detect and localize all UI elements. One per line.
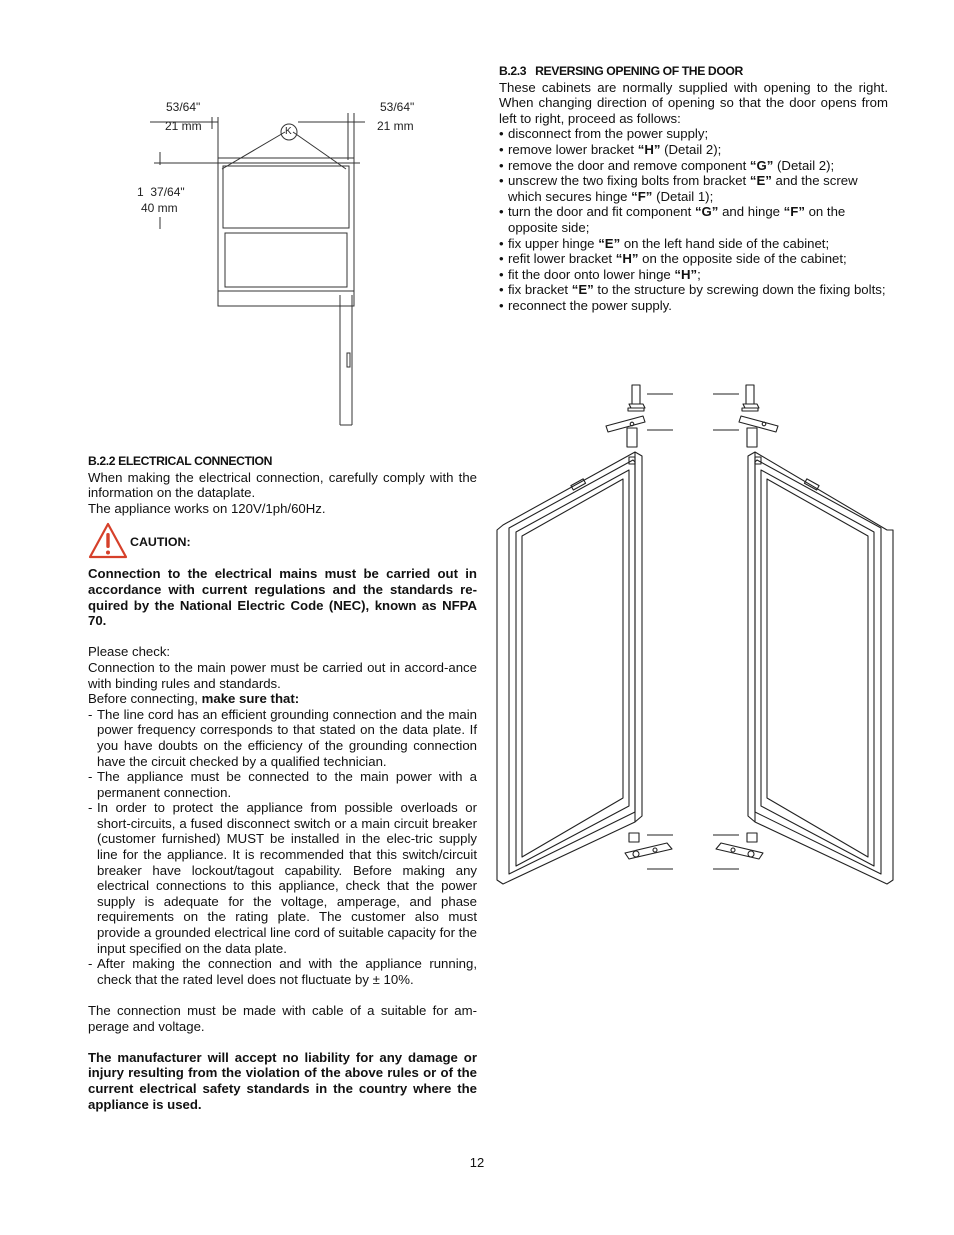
dim-right-mm: 21 mm (377, 119, 414, 133)
dim-left-mm: 21 mm (165, 119, 202, 133)
cabinet-dimension-figure (150, 95, 370, 430)
intro-paragraph: These cabinets are normally supplied with opening to the right. When changing direction of opening so that the door opens from left to right, proceed as follows: (499, 79, 888, 126)
step-item: • turn the door and fit component “G” and hinge “F” on the opposite side; (499, 204, 888, 235)
door-hinge-figure (495, 378, 895, 893)
step-item: • fix upper hinge “E” on the left hand side of the cabinet; (499, 236, 888, 252)
check-item: - After making the connection and with the appliance running, check that the rated level does not fluctuate by ± 10%. (88, 956, 477, 987)
caution-callout (88, 522, 477, 566)
step-item: • remove lower bracket “H” (Detail 2); (499, 142, 888, 158)
step-item: • remove the door and remove component “G” (Detail 2); (499, 158, 888, 174)
callout-k-label: K (285, 126, 292, 137)
warning-triangle-icon (88, 522, 128, 560)
section-reversing-door (499, 64, 888, 314)
section-electrical-connection (88, 454, 477, 1112)
step-item: • fix bracket “E” to the structure by screwing down the fixing bolts; (499, 282, 888, 298)
caution-label: CAUTION: (130, 535, 191, 550)
check-item: - The appliance must be connected to the main power with a permanent connection. (88, 769, 477, 800)
check-item: - In order to protect the appliance from possible overloads or short-circuits, a fused disconnect switch or a main circuit breaker (customer furnished) MUST be installed in the elec-tric supply line for the appliance. It is recommended that this switch/circuit breaker have lockout/tagout capability. Before making any electrical connections to this appliance, check that the power supply is adequate for the voltage, amperage, and phase requirements on the rating plate. The customer also must provide a grounded electrical line cord of suitable capacity for the input specified on the data plate. (88, 800, 477, 956)
before-connecting-line: Before connecting, make sure that: (88, 691, 300, 707)
step-item: • disconnect from the power supply; (499, 126, 888, 142)
connection-checks-list (88, 707, 477, 988)
step-item: • fit the door onto lower hinge “H”; (499, 267, 888, 283)
step-item: • refit lower bracket “H” on the opposite side of the cabinet; (499, 251, 888, 267)
caution-text: Connection to the electrical mains must be carried out in accordance with current regulations and the standards re-quired by the National Electric Code (NEC), known as NFPA 70. (88, 566, 477, 629)
liability-notice: The manufacturer will accept no liability for any damage or injury resulting from the violation of the above rules or of the current electrical safety standards in the country where the appliance is used. (88, 1049, 477, 1112)
dim-left-inch: 53/64" (166, 100, 201, 114)
paragraph-dataplate: When making the electrical connection, carefully comply with the information on the dataplate. (88, 469, 477, 501)
paragraph-voltage: The appliance works on 120V/1ph/60Hz. (88, 500, 326, 516)
step-item: • unscrew the two fixing bolts from bracket “E” and the screw which secures hinge “F” (Detail 1); (499, 173, 888, 204)
dim-top-mm: 40 mm (141, 201, 178, 215)
page-number: 12 (469, 1155, 485, 1170)
section-heading: B.2.3 REVERSING OPENING OF THE DOOR (499, 64, 743, 78)
dim-right-inch: 53/64" (380, 100, 415, 114)
paragraph-main-power: Connection to the main power must be carried out in accord-ance with binding rules and standards. (88, 659, 477, 691)
dim-top-inch: 1 37/64" (137, 185, 185, 199)
section-heading: B.2.2 ELECTRICAL CONNECTION (88, 454, 272, 468)
step-item: • reconnect the power supply. (499, 298, 888, 314)
check-item: - The line cord has an efficient grounding connection and the main power frequency corresponds to that stated on the data plate. If you have doubts on the efficiency of the grounding connection have the circuit checked by a qualified technician. (88, 707, 477, 769)
paragraph-cable: The connection must be made with cable of a suitable for am-perage and voltage. (88, 1003, 477, 1034)
please-check-label: Please check: (88, 644, 171, 660)
reversing-steps-list (499, 126, 888, 313)
